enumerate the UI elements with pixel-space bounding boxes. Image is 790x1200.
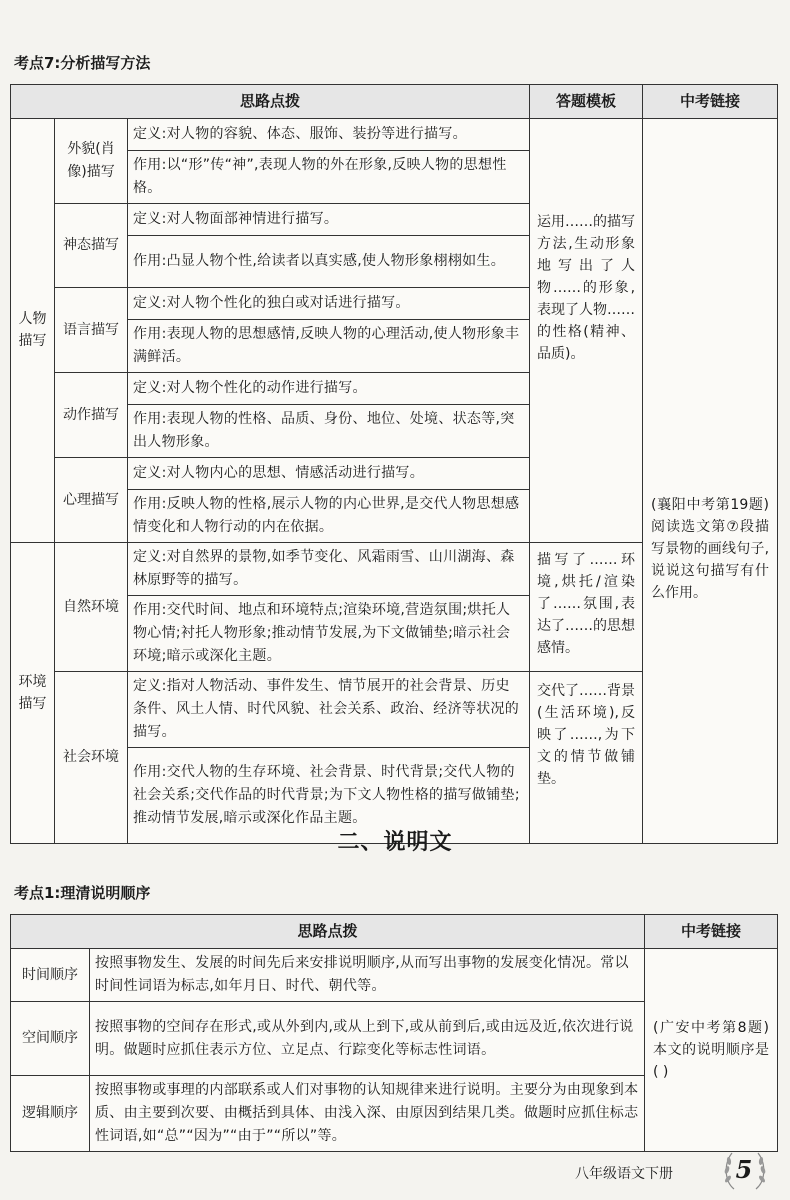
order-description: 按照事物或事理的内部联系或人们对事物的认知规律来进行说明。主要分为由现象到本质、由主要到次要、由概括到具体、由浅入深、由原因到结果几类。做题时应抓住标志性词语,如“总”“因为”“由于”“所以”等。 [90, 1076, 645, 1152]
method-name: 自然环境 [55, 543, 128, 672]
template-cell: 交代了……背景(生活环境),反映了……,为下文的情节做铺垫。 [530, 672, 643, 844]
header-link: 中考链接 [645, 915, 778, 949]
method-name: 语言描写 [55, 288, 128, 373]
part-title: 二、说明文 [337, 830, 453, 855]
link-cell: (襄阳中考第19题)阅读选文第⑦段描写景物的画线句子,说说这句描写有什么作用。 [643, 119, 778, 844]
page-number: 5 [735, 1155, 753, 1184]
method-name: 神态描写 [55, 204, 128, 288]
function-cell: 作用:交代时间、地点和环境特点;渲染环境,营造氛围;烘托人物心情;衬托人物形象;推动情节发展,为下文做铺垫;暗示社会环境;暗示或深化主题。 [128, 596, 530, 672]
category-environment [11, 543, 55, 844]
section-label-explanation-order: 考点1:理清说明顺序 [14, 884, 151, 902]
template-cell: 描写了……环境,烘托/渲染了……氛围,表达了……的思想感情。 [530, 543, 643, 672]
description-methods-table [10, 84, 778, 844]
function-cell: 作用:凸显人物个性,给读者以真实感,使人物形象栩栩如生。 [128, 236, 530, 288]
header-tips: 思路点拨 [11, 85, 530, 119]
header-link: 中考链接 [643, 85, 778, 119]
function-cell: 作用:表现人物的性格、品质、身份、地位、处境、状态等,突出人物形象。 [128, 405, 530, 458]
book-title: 八年级语文下册 [575, 1166, 673, 1182]
link-cell: (广安中考第8题)本文的说明顺序是( ) [645, 949, 778, 1152]
definition-cell: 定义:对自然界的景物,如季节变化、风霜雨雪、山川湖海、森林原野等的描写。 [128, 543, 530, 596]
order-name: 时间顺序 [11, 949, 90, 1002]
order-name: 空间顺序 [11, 1002, 90, 1076]
order-name: 逻辑顺序 [11, 1076, 90, 1152]
definition-cell: 定义:对人物个性化的独白或对话进行描写。 [128, 288, 530, 320]
category-label: 环境描写 [18, 673, 47, 712]
function-cell: 作用:交代人物的生存环境、社会背景、时代背景;交代人物的社会关系;交代作品的时代背景;为下文人物性格的描写做铺垫;推动情节发展,暗示或深化作品主题。 [128, 748, 530, 844]
method-name: 社会环境 [55, 672, 128, 844]
header-tips: 思路点拨 [11, 915, 645, 949]
function-cell: 作用:以“形”传“神”,表现人物的外在形象,反映人物的思想性格。 [128, 151, 530, 204]
method-name: 动作描写 [55, 373, 128, 458]
definition-cell: 定义:对人物的容貌、体态、服饰、装扮等进行描写。 [128, 119, 530, 151]
explanation-order-table [10, 914, 778, 1152]
definition-cell: 定义:对人物面部神情进行描写。 [128, 204, 530, 236]
definition-cell: 定义:对人物内心的思想、情感活动进行描写。 [128, 458, 530, 490]
header-template: 答题模板 [530, 85, 643, 119]
category-character [11, 119, 55, 543]
definition-cell: 定义:指对人物活动、事件发生、情节展开的社会背景、历史条件、风土人情、时代风貌、社会关系、政治、经济等状况的描写。 [128, 672, 530, 748]
function-cell: 作用:表现人物的思想感情,反映人物的心理活动,使人物形象丰满鲜活。 [128, 320, 530, 373]
category-label: 人物描写 [18, 311, 47, 349]
section-label-description-methods: 考点7:分析描写方法 [14, 54, 151, 72]
template-cell: 运用……的描写方法,生动形象地写出了人物……的形象,表现了人物……的性格(精神、品质)。 [530, 119, 643, 543]
order-description: 按照事物的空间存在形式,或从外到内,或从上到下,或从前到后,或由远及近,依次进行说明。做题时应抓住表示方位、立足点、行踪变化等标志性词语。 [90, 1002, 645, 1076]
method-name: 心理描写 [55, 458, 128, 543]
function-cell: 作用:反映人物的性格,展示人物的内心世界,是交代人物思想感情变化和人物行动的内在依据。 [128, 490, 530, 543]
order-description: 按照事物发生、发展的时间先后来安排说明顺序,从而写出事物的发展变化情况。常以时间性词语为标志,如年月日、时代、朝代等。 [90, 949, 645, 1002]
method-name: 外貌(肖像)描写 [55, 119, 128, 204]
definition-cell: 定义:对人物个性化的动作进行描写。 [128, 373, 530, 405]
